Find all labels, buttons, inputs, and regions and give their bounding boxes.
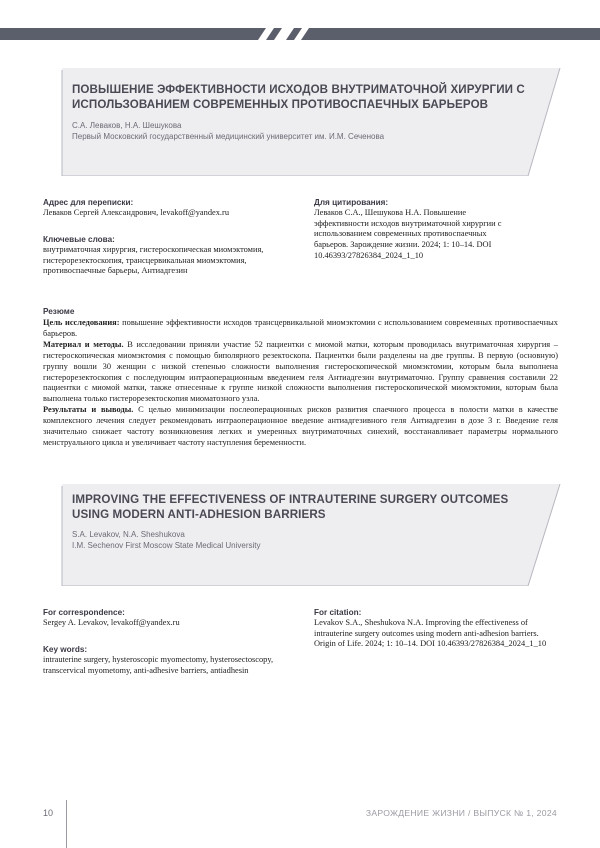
en-correspondence-label: For correspondence: bbox=[43, 608, 125, 617]
ru-abstract-aim bbox=[43, 318, 558, 340]
ru-abstract-results bbox=[43, 405, 558, 449]
ru-keywords bbox=[43, 235, 283, 277]
ru-correspondence bbox=[43, 198, 293, 219]
ru-correspondence-label: Адрес для переписки: bbox=[43, 198, 134, 207]
ru-authors: С.А. Леваков, Н.А. Шешукова bbox=[72, 121, 182, 130]
ru-abstract-methods bbox=[43, 340, 558, 405]
ru-citation bbox=[314, 198, 514, 262]
ru-title-panel bbox=[0, 68, 600, 176]
ru-citation-label: Для цитирования: bbox=[314, 198, 389, 207]
header-band bbox=[0, 0, 600, 40]
en-citation bbox=[314, 608, 560, 650]
ru-citation-text: Леваков С.А., Шешукова Н.А. Повышение эффективности исходов внутриматочной хирургии с использованием современных противоспаечных барьеров. Зарождение жизни. 2024; 1: 10–14. DOI 10.46393/27826384_2024_1_10 bbox=[314, 208, 502, 260]
footer-divider bbox=[66, 800, 67, 848]
en-article-title: IMPROVING THE EFFECTIVENESS OF INTRAUTERINE SURGERY OUTCOMES USING MODERN ANTI-ADHESION BARRIERS bbox=[72, 493, 509, 521]
ru-correspondence-text: Леваков Сергей Александрович, levakoff@yandex.ru bbox=[43, 208, 230, 217]
methods-text: В исследовании приняли участие 52 пациентки с миомой матки, которым проводилась внутриматочная хирургия – гистероскопическая миомэктомия с помощью биполярного резектоскопа. Пациентки были разделены на две группы. В первую (основную) группу вошли 30 женщин с низкой степенью сложности выполнения гистероскопической миомэктомии, которым была выполнена гистерорезектоскопия с последующим интраоперационным введением геля Антиадгезин внутриматочно. Группу сравнения составили 22 пациентки с миомой матки, также отнесенные к группе низкой сложности выполнения гистероскопической миомэктомии, которым была выполнена только гистерорезектоскопия миоматозного узла. bbox=[43, 339, 558, 404]
aim-label: Цель исследования: bbox=[43, 318, 120, 327]
ru-abstract-label: Резюме bbox=[43, 307, 75, 316]
ru-keywords-text: внутриматочная хирургия, гистероскопическая миомэктомия, гистерорезектоскопия, трансцервикальная миомэктомия, противоспаечные барьеры, Антиадгезин bbox=[43, 245, 264, 276]
journal-issue: ЗАРОЖДЕНИЕ ЖИЗНИ / ВЫПУСК № 1, 2024 bbox=[365, 808, 557, 818]
en-keywords-label: Key words: bbox=[43, 645, 88, 654]
ru-abstract bbox=[43, 307, 558, 449]
en-correspondence bbox=[43, 608, 293, 629]
ru-article-title: ПОВЫШЕНИЕ ЭФФЕКТИВНОСТИ ИСХОДОВ ВНУТРИМАТОЧНОЙ ХИРУРГИИ С ИСПОЛЬЗОВАНИЕМ СОВРЕМЕННЫХ ПРОТИВОСПАЕЧНЫХ БАРЬЕРОВ bbox=[72, 83, 525, 111]
en-authors: S.A. Levakov, N.A. Sheshukova bbox=[72, 530, 185, 539]
en-title-panel bbox=[0, 484, 600, 586]
en-citation-text: Levakov S.A., Sheshukova N.A. Improving the effectiveness of intrauterine surgery outcomes using modern anti-adhesion barriers. Origin of Life. 2024; 1: 10–14. DOI 10.46393/27826384_2024_1_10 bbox=[314, 618, 547, 649]
results-text: С целью минимизации послеоперационных рисков развития спаечного процесса в полости матки в качестве комплексного лечения следует рекомендовать интраоперационное введение антиадгезивного геля Антиадгезин в дозе 3 г. Введение геля значительно снижает частоту возникновения легких и умеренных внутриматочных синехий, восстанавливает параметры нормального менструального цикла и увеличивает частоту наступления беременности. bbox=[43, 405, 558, 447]
methods-label: Материал и методы. bbox=[43, 339, 124, 349]
en-keywords bbox=[43, 645, 288, 676]
ru-affiliation: Первый Московский государственный медицинский университет им. И.М. Сеченова bbox=[72, 132, 385, 141]
en-citation-label: For citation: bbox=[314, 608, 362, 617]
results-label: Результаты и выводы. bbox=[43, 405, 134, 415]
ru-keywords-label: Ключевые слова: bbox=[43, 235, 115, 244]
en-keywords-text: intrauterine surgery, hysteroscopic myomectomy, hysterosectoscopy, transcervical myometomy, anti-adhesive barriers, antiadhesin bbox=[43, 655, 274, 675]
page-number: 10 bbox=[43, 808, 54, 818]
aim-text: повышение эффективности исходов трансцервикальной миомэктомии с использованием современных противоспаечных барьеров. bbox=[43, 318, 558, 338]
en-correspondence-text: Sergey A. Levakov, levakoff@yandex.ru bbox=[43, 618, 180, 627]
en-affiliation: I.M. Sechenov First Moscow State Medical University bbox=[72, 541, 261, 550]
